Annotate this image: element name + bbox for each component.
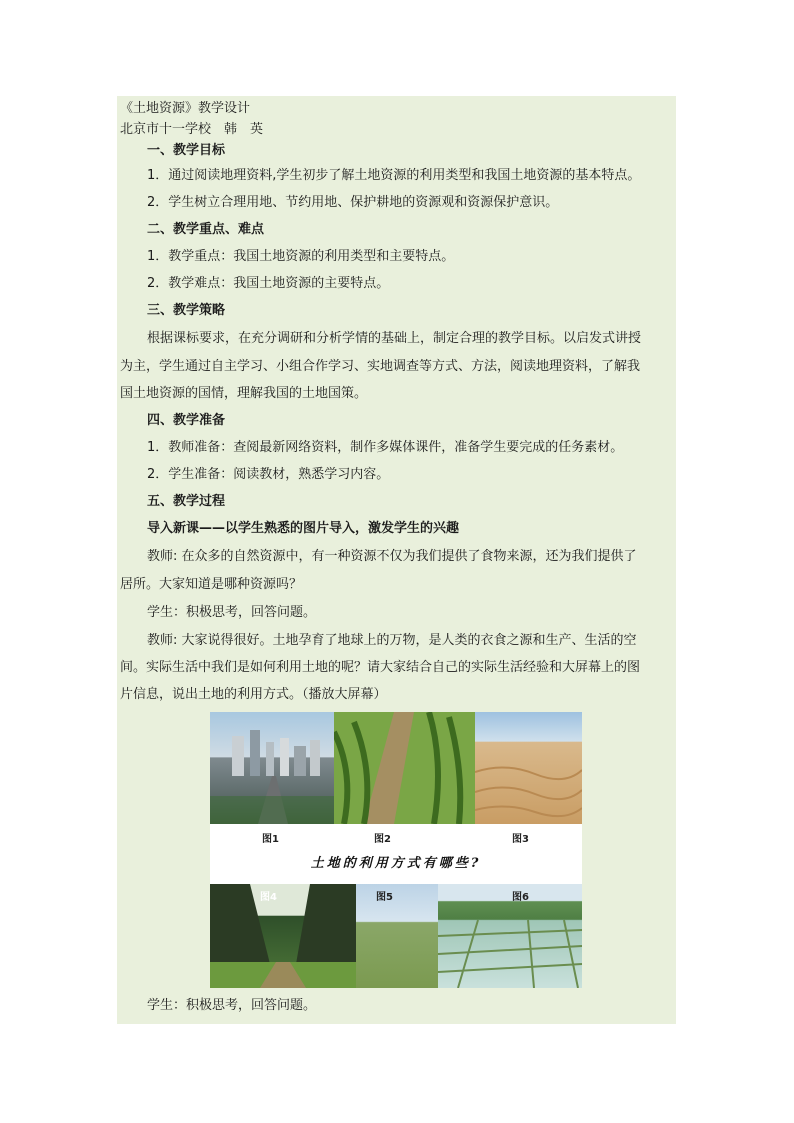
photo-paddy [438,884,582,988]
goal-item-1: 1．通过阅读地理资料,学生初步了解土地资源的利用类型和我国土地资源的基本特点。 [147,168,641,183]
photo-city [210,712,334,824]
teacher-line-2b: 间。实际生活中我们是如何利用土地的呢？请大家结合自己的实际生活经验和大屏幕上的图 [120,660,641,675]
keypoint-item-1: 1．教学重点：我国土地资源的利用类型和主要特点。 [147,249,455,264]
photo-label-2: 图2 [374,834,391,845]
photo-forest [210,884,356,988]
doc-title: 《土地资源》教学设计 [120,101,251,116]
prep-item-2: 2．学生准备：阅读教材，熟悉学习内容。 [147,467,390,482]
doc-author: 北京市十一学校 韩 英 [120,122,264,137]
student-line-1: 学生：积极思考，回答问题。 [147,605,317,620]
teacher-line-1b: 居所。大家知道是哪种资源吗？ [120,577,303,592]
section-heading-process: 五、教学过程 [147,494,226,509]
photo-cropland [334,712,475,824]
teacher-line-2c: 片信息，说出土地的利用方式。（播放大屏幕） [120,687,387,702]
intro-subheading: 导入新课——以学生熟悉的图片导入，激发学生的兴趣 [147,521,460,536]
strategy-paragraph-line-2: 为主，学生通过自主学习、小组合作学习、实地调查等方式、方法，阅读地理资料，了解我 [120,359,641,374]
photo-grassland [356,884,438,988]
photo-label-3: 图3 [512,834,529,845]
photo-desert [475,712,582,824]
prep-item-1: 1．教师准备：查阅最新网络资料，制作多媒体课件，准备学生要完成的任务素材。 [147,440,624,455]
land-use-question: 土地的利用方式有哪些? [310,856,482,871]
teacher-line-2a: 教师: 大家说得很好。土地孕育了地球上的万物，是人类的衣食之源和生产、生活的空 [147,633,637,648]
section-heading-goals: 一、教学目标 [147,143,226,158]
photo-label-4: 图4 [260,892,277,903]
strategy-paragraph-line-1: 根据课标要求，在充分调研和分析学情的基础上，制定合理的教学目标。以启发式讲授 [147,331,642,346]
teacher-line-1a: 教师: 在众多的自然资源中，有一种资源不仅为我们提供了食物来源，还为我们提供了 [147,549,637,564]
land-use-photo-figure [210,712,582,988]
student-line-2: 学生：积极思考，回答问题。 [147,998,317,1013]
photo-label-5: 图5 [376,892,393,903]
section-heading-keypoints: 二、教学重点、难点 [147,222,265,237]
section-heading-preparation: 四、教学准备 [147,413,226,428]
keypoint-item-2: 2．教学难点：我国土地资源的主要特点。 [147,276,390,291]
photo-label-1: 图1 [262,834,279,845]
goal-item-2: 2．学生树立合理用地、节约用地、保护耕地的资源观和资源保护意识。 [147,195,559,210]
photo-label-6: 图6 [512,892,529,903]
section-heading-strategy: 三、教学策略 [147,303,226,318]
strategy-paragraph-line-3: 国土地资源的国情，理解我国的土地国策。 [120,386,368,401]
